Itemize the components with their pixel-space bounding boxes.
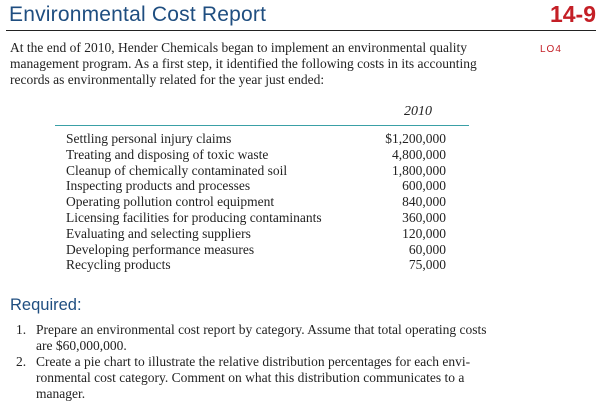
cost-amount: $1,200,000 [385,131,446,146]
item-number: 1. [16,322,27,337]
page-header [6,0,596,31]
cost-table [66,131,446,273]
cost-label: Licensing facilities for producing contaminants [66,209,322,225]
item-number: 2. [16,354,27,369]
item-line: ronmental cost category. Comment on what this distribution communicates to a [36,370,465,385]
cost-amount: 360,000 [402,209,446,225]
required-item [16,354,536,402]
required-item [16,322,536,354]
cost-label: Inspecting products and processes [66,178,251,194]
table-row [66,257,446,273]
table-row [66,163,446,179]
table-header-rule [55,125,469,126]
cost-amount: 840,000 [402,194,446,210]
table-row [66,210,446,226]
intro-line: At the end of 2010, Hender Chemicals began to implement an environmental quality [10,40,468,55]
table-row [66,147,446,163]
item-line: Prepare an environmental cost report by category. Assume that total operating costs [36,322,487,337]
table-column-header: 2010 [404,104,432,119]
cost-label: Treating and disposing of toxic waste [66,146,269,162]
item-line: are $60,000,000. [36,338,127,353]
required-list [16,322,536,402]
cost-label: Recycling products [66,257,171,273]
cost-label: Developing performance measures [66,241,255,257]
learning-objective-tag: LO4 [540,44,562,55]
item-line: Create a pie chart to illustrate the relative distribution percentages for each envi- [36,354,471,369]
intro-line: management program. As a first step, it identified the following costs in its accounting [10,56,477,71]
cost-label: Operating pollution control equipment [66,194,275,210]
cost-label: Settling personal injury claims [66,131,232,146]
cost-amount: 60,000 [408,241,446,257]
cost-label: Evaluating and selecting suppliers [66,225,251,241]
table-row [66,226,446,242]
cost-amount: 600,000 [402,178,446,194]
cost-amount: 120,000 [402,225,446,241]
intro-paragraph [10,40,530,88]
intro-line: records as environmentally related for the year just ended: [10,72,325,87]
item-line: manager. [36,386,86,401]
table-row [66,242,446,258]
cost-amount: 1,800,000 [392,162,446,178]
page-title: Environmental Cost Report [9,3,267,26]
required-heading: Required: [10,296,82,314]
cost-amount: 75,000 [408,257,446,273]
cost-label: Cleanup of chemically contaminated soil [66,162,288,178]
problem-number: 14-9 [549,1,596,27]
cost-amount: 4,800,000 [392,146,446,162]
table-row [66,178,446,194]
table-row [66,194,446,210]
table-row [66,131,446,147]
